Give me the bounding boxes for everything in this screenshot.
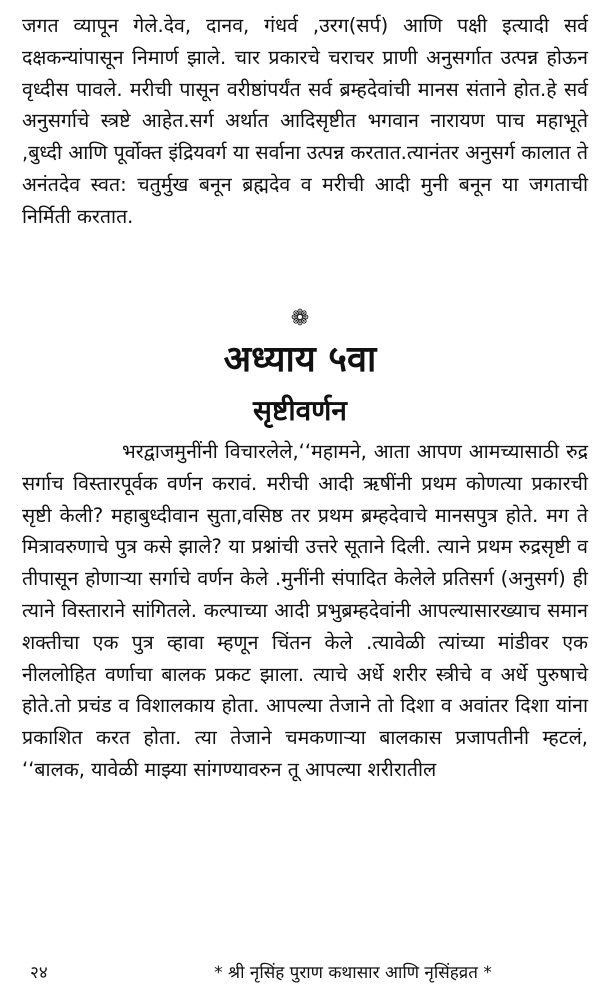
running-title: * श्री नृसिंह पुराण कथासार आणि नृसिंहव्रत * bbox=[214, 963, 492, 983]
chapter-subtitle: सृष्टीवर्णन bbox=[253, 394, 347, 427]
page-number: २४ bbox=[30, 963, 48, 983]
page-footer bbox=[22, 957, 588, 989]
paragraph-continuation: जगत व्यापून गेले.देव, दानव, गंधर्व ,उरग(सर्प) आणि पक्षी इत्यादी सर्व दक्षकन्यांपासून निमार्ण झाले. चार प्रकारचे चराचर प्राणी अनुसर्गात उत्पन्न होऊन वृध्दीस पावले. मरीची पासून वरीष्ठांपर्यंत सर्व ब्रम्हदेवांची मानस संताने होत.हे सर्व अनुसर्गाचे स्त्रष्टे आहेत.सर्ग अर्थात आदिसृष्टीत भगवान नारायण पाच महाभूते ,बुध्दी आणि पूर्वोक्त इंद्रियवर्ग या सर्वाना उत्पन्न करतात.त्यानंतर अनुसर्ग कालात ते अनंतदेव स्वत: चतुर्मुख बनून ब्रह्मदेव व मरीची आदी मुनी बनून या जगताची निर्मिती करतात. bbox=[22, 14, 588, 228]
chapter-title: अध्याय ५वा bbox=[223, 339, 377, 380]
flower-ornament-icon: ❁ bbox=[290, 306, 310, 331]
chapter-paragraph: भरद्वाजमुनींनी विचारलेले,‘‘महामने, आता आपण आमच्यासाठी रुद्र सर्गाच विस्तारपूर्वक वर्णन करावं. मरीची आदी ऋषींनी प्रथम कोणत्या प्रकारची सृष्टी केली? महाबुध्दीवान सुता,वसिष्ठ तर प्रथम ब्रम्हदेवाचे मानसपुत्र होते. मग ते मित्रावरुणाचे पुत्र कसे झाले? या प्रश्नांची उत्तरे सूताने दिली. त्याने प्रथम रुद्रसृष्टी व तीपासून होणाऱ्या सर्गाचे वर्णन केले .मुनींनी संपादित केलेले प्रतिसर्ग (अनुसर्ग) ही त्याने विस्ताराने सांगितले. कल्पाच्या आदी प्रभुब्रम्हदेवांनी आपल्यासारख्याच समान शक्तीचा एक पुत्र व्हावा म्हणून चिंतन केले .त्यावेळी त्यांच्या मांडीवर एक नीललोहित वर्णाचा बालक प्रकट झाला. त्याचे अर्धे शरीर स्त्रीचे व अर्धे पुरुषाचे होते.तो प्रचंड व विशालकाय होता. आपल्या तेजाने तो दिशा व अवांतर दिशा यांना प्रकाशित करत होता. त्या तेजाने चमकणाऱ्या बालकास प्रजापतीनी म्हटलं, ‘‘बालक, यावेळी माझ्या सांगण्यावरुन तू आपल्या शरीरातील bbox=[22, 440, 588, 781]
